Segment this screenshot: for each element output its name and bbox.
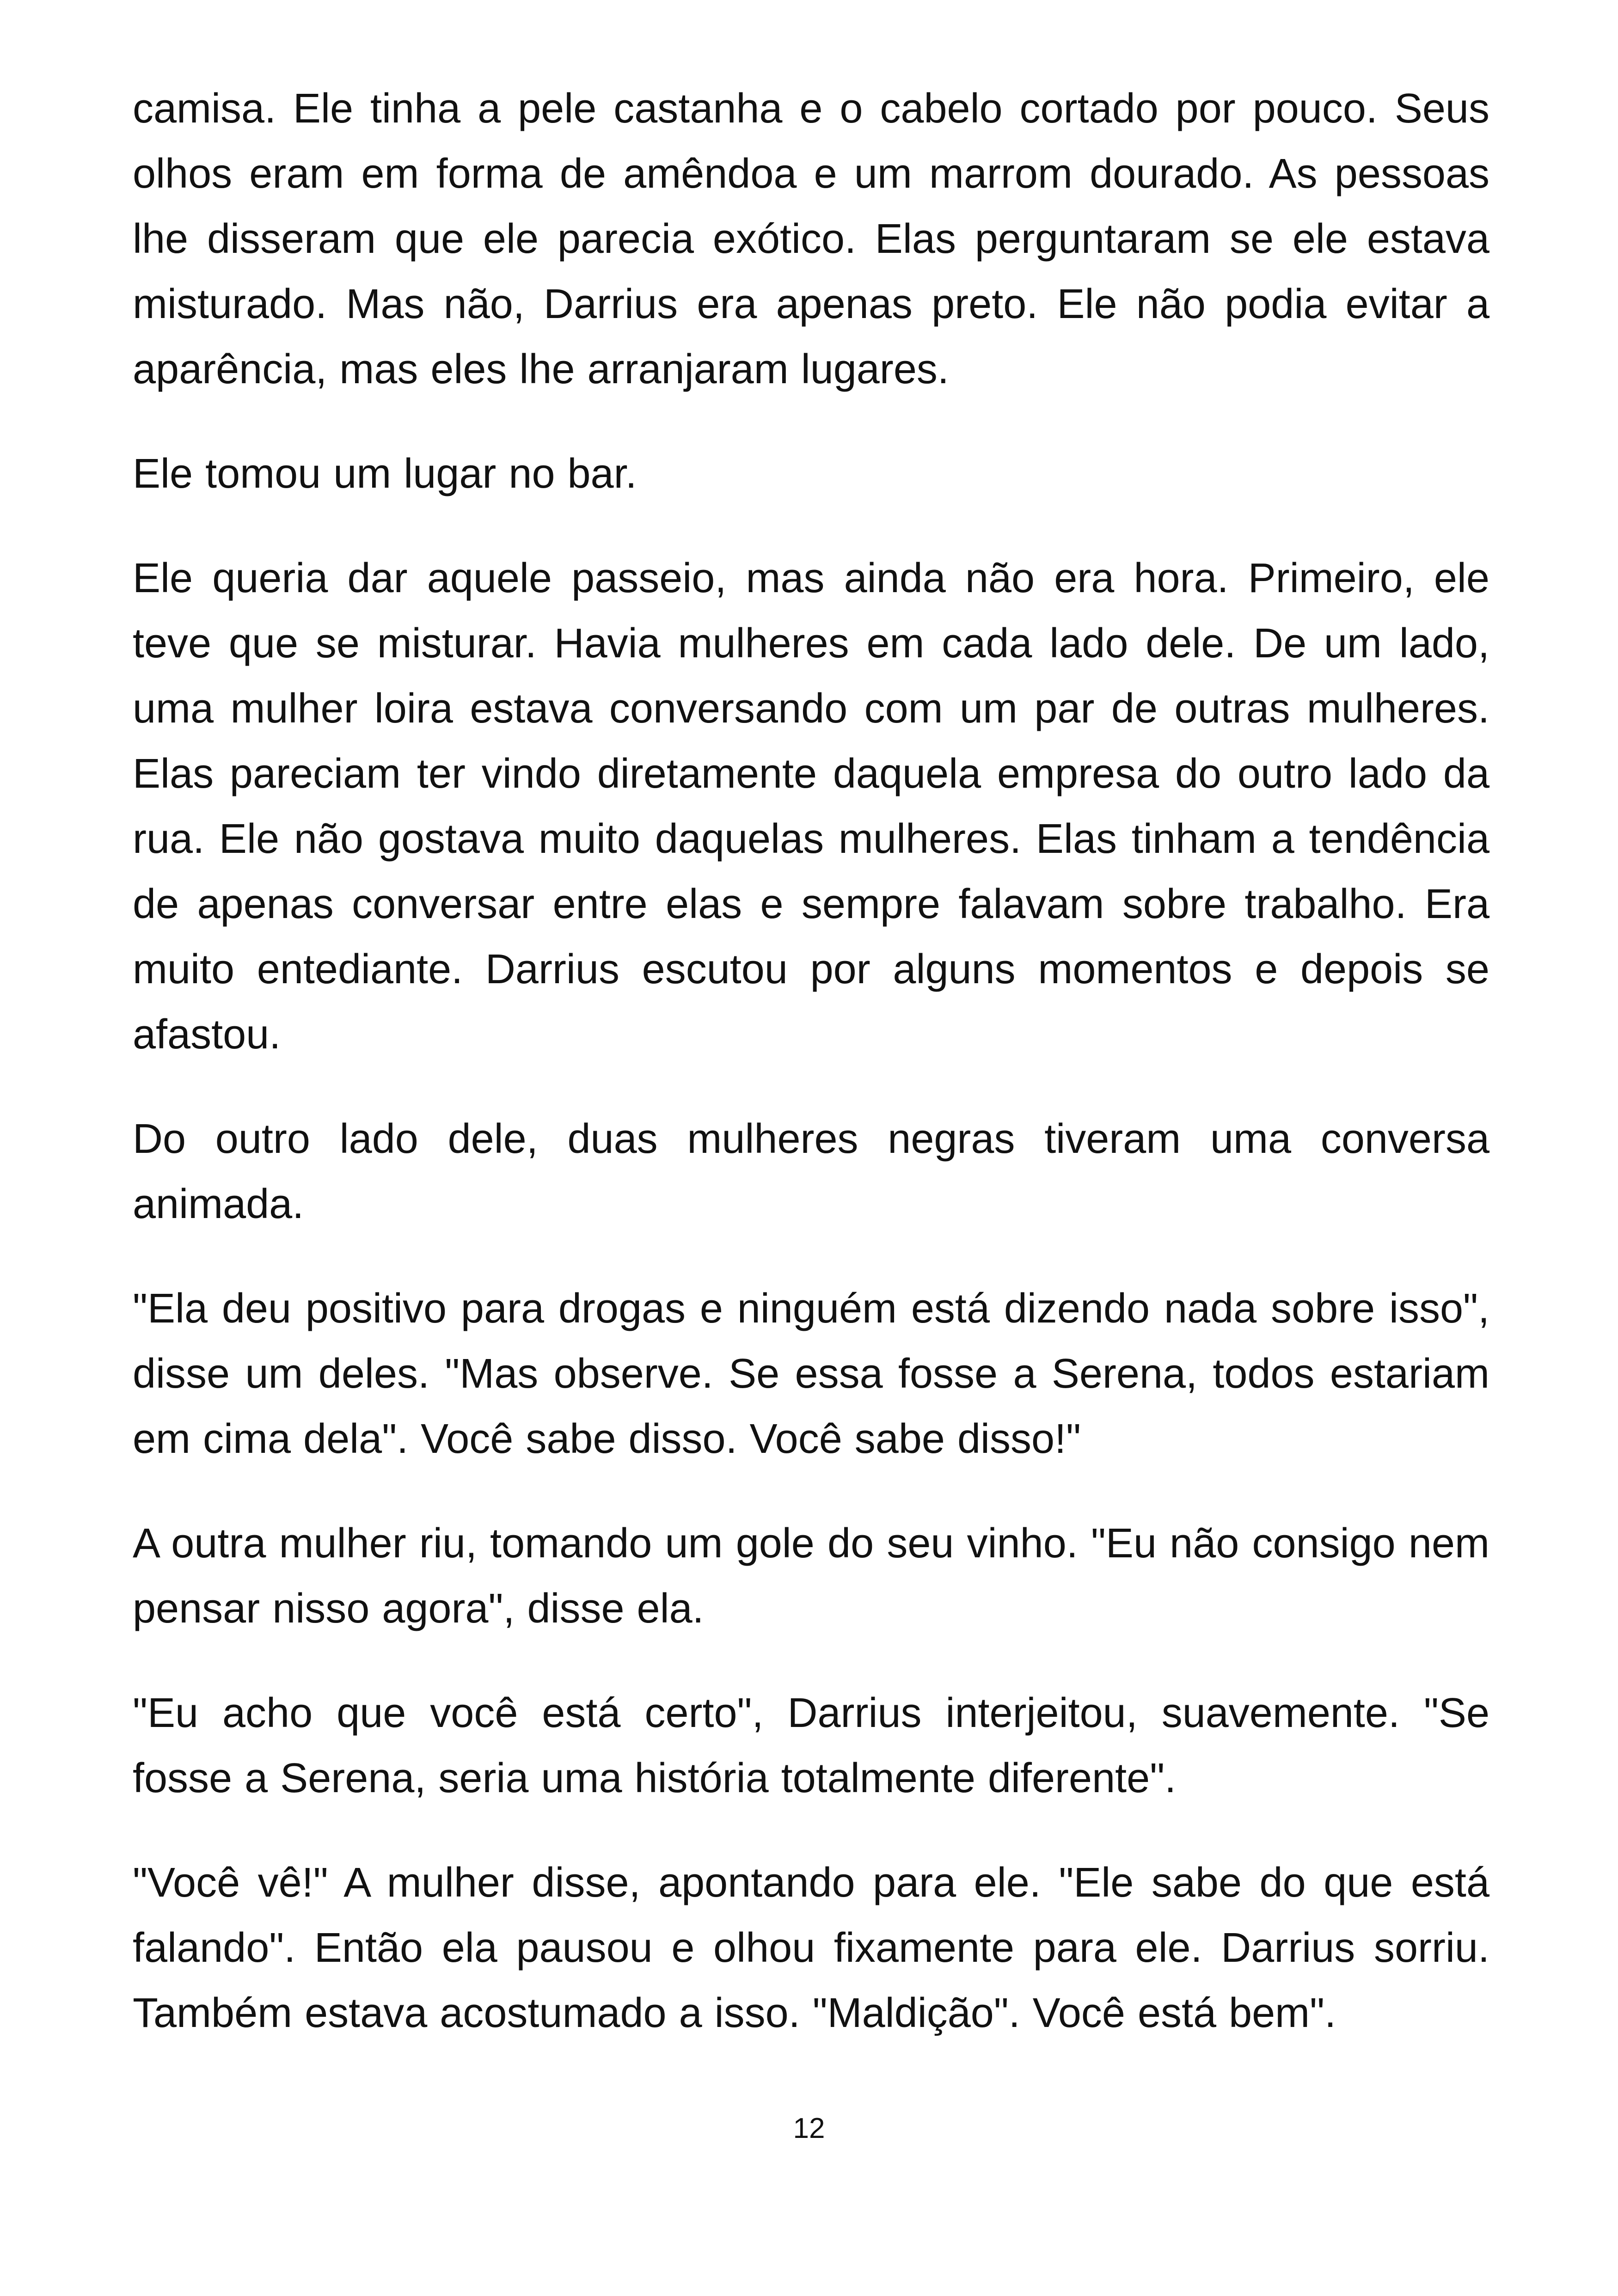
- paragraph: Do outro lado dele, duas mulheres negras tiveram uma conversa animada.: [133, 1116, 1489, 1227]
- paragraph: Ele tomou um lugar no bar.: [133, 451, 637, 497]
- paragraph: "Ela deu positivo para drogas e ninguém está dizendo nada sobre isso", disse um deles. "Mas observe. Se essa fosse a Serena, todos estariam em cima dela". Você sabe disso. Você sabe disso!": [133, 1286, 1489, 1462]
- body-text: [133, 76, 1489, 2085]
- paragraph: "Eu acho que você está certo", Darrius interjeitou, suavemente. "Se fosse a Serena, seria uma história totalmente diferente".: [133, 1690, 1489, 1801]
- paragraph: Ele queria dar aquele passeio, mas ainda não era hora. Primeiro, ele teve que se misturar. Havia mulheres em cada lado dele. De um lado, uma mulher loira estava conversando com um par de outras mulheres. Elas pareciam ter vindo diretamente daquela empresa do outro lado da rua. Ele não gostava muito daquelas mulheres. Elas tinham a tendência de apenas conversar entre elas e sempre falavam sobre trabalho. Era muito entediante. Darrius escutou por alguns momentos e depois se afastou.: [133, 555, 1489, 1058]
- paragraph: camisa. Ele tinha a pele castanha e o cabelo cortado por pouco. Seus olhos eram em forma de amêndoa e um marrom dourado. As pessoas lhe disseram que ele parecia exótico. Elas perguntaram se ele estava misturado. Mas não, Darrius era apenas preto. Ele não podia evitar a aparência, mas eles lhe arranjaram lugares.: [133, 86, 1489, 392]
- paragraph: A outra mulher riu, tomando um gole do seu vinho. "Eu não consigo nem pensar nisso agora", disse ela.: [133, 1520, 1489, 1632]
- paragraph: "Você vê!" A mulher disse, apontando para ele. "Ele sabe do que está falando". Então ela pausou e olhou fixamente para ele. Darrius sorriu. Também estava acostumado a isso. "Maldição". Você está bem".: [133, 1860, 1489, 2036]
- page-number: 12: [793, 2112, 825, 2144]
